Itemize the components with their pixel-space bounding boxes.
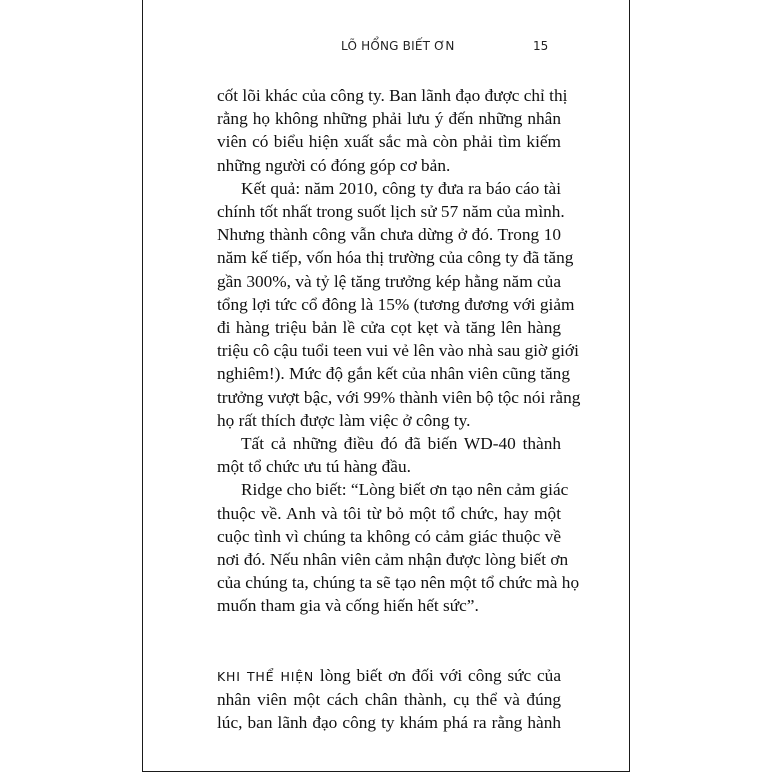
text-line: nơi đó. Nếu nhân viên cảm nhận được lòng biết ơn — [217, 550, 569, 570]
text-line — [217, 664, 561, 688]
text-line: Nhưng thành công vẫn chưa dừng ở đó. Trong 10 — [217, 225, 561, 245]
running-header — [143, 37, 629, 57]
text-line: họ rất thích được làm việc ở công ty. — [217, 410, 471, 430]
text-line: cốt lõi khác của công ty. Ban lãnh đạo được chỉ thị — [217, 86, 568, 105]
running-title: LÕ HỔNG BIẾT ƠN — [341, 39, 455, 53]
text-line: thuộc về. Anh và tôi từ bỏ một tổ chức, hay một — [217, 503, 561, 523]
text-line: triệu cô cậu tuổi teen vui vẻ lên vào nhà sau giờ giới — [217, 341, 579, 361]
text-line: Tất cả những điều đó đã biến WD-40 thành — [241, 434, 561, 454]
text-line: của chúng ta, chúng ta sẽ tạo nên một tổ chức mà họ — [217, 573, 580, 593]
text-line: năm kế tiếp, vốn hóa thị trường của công ty đã tăng — [217, 248, 574, 268]
section-break — [217, 618, 561, 664]
text-line: nhân viên một cách chân thành, cụ thể và đúng — [217, 689, 561, 709]
section-paragraph — [217, 664, 561, 735]
text-line: muốn tham gia và cống hiến hết sức”. — [217, 596, 479, 616]
text-line: chính tốt nhất trong suốt lịch sử 57 năm của mình. — [217, 202, 565, 222]
text-line: đi hàng triệu bản lề cửa cọt kẹt và tăng lên hàng — [217, 318, 561, 338]
paragraph — [217, 84, 568, 177]
text-line: lúc, ban lãnh đạo công ty khám phá ra rằng hành — [217, 713, 561, 733]
text-line: một tổ chức ưu tú hàng đầu. — [217, 457, 411, 477]
paragraph — [217, 432, 561, 478]
text-line: cuộc tình vì chúng ta không có cảm giác thuộc về — [217, 526, 561, 546]
text-line: rằng họ không những phải lưu ý đến những nhân — [217, 109, 561, 129]
text-line: gần 300%, và tỷ lệ tăng trưởng kép hằng năm của — [217, 271, 561, 291]
section-lead-in: KHI THỂ HIỆN — [217, 668, 315, 684]
body-text — [217, 84, 581, 734]
text-line: nghiêm!). Mức độ gắn kết của nhân viên cũng tăng — [217, 364, 570, 384]
text-line: Kết quả: năm 2010, công ty đưa ra báo cáo tài — [241, 178, 561, 198]
book-page — [142, 0, 630, 772]
paragraph — [217, 177, 581, 432]
text-line: những người có đóng góp cơ bản. — [217, 155, 451, 175]
text-line: Ridge cho biết: “Lòng biết ơn tạo nên cảm giác — [241, 480, 569, 500]
text-line: trưởng vượt bậc, với 99% thành viên bộ tộc nói rằng — [217, 387, 581, 407]
section-first-line: lòng biết ơn đối với công sức của — [314, 665, 561, 685]
paragraph — [217, 478, 580, 617]
text-line: tổng lợi tức cổ đông là 15% (tương đương với giảm — [217, 294, 575, 314]
text-line: viên có biểu hiện xuất sắc mà còn phải tìm kiếm — [217, 132, 561, 152]
page-number: 15 — [533, 39, 549, 53]
